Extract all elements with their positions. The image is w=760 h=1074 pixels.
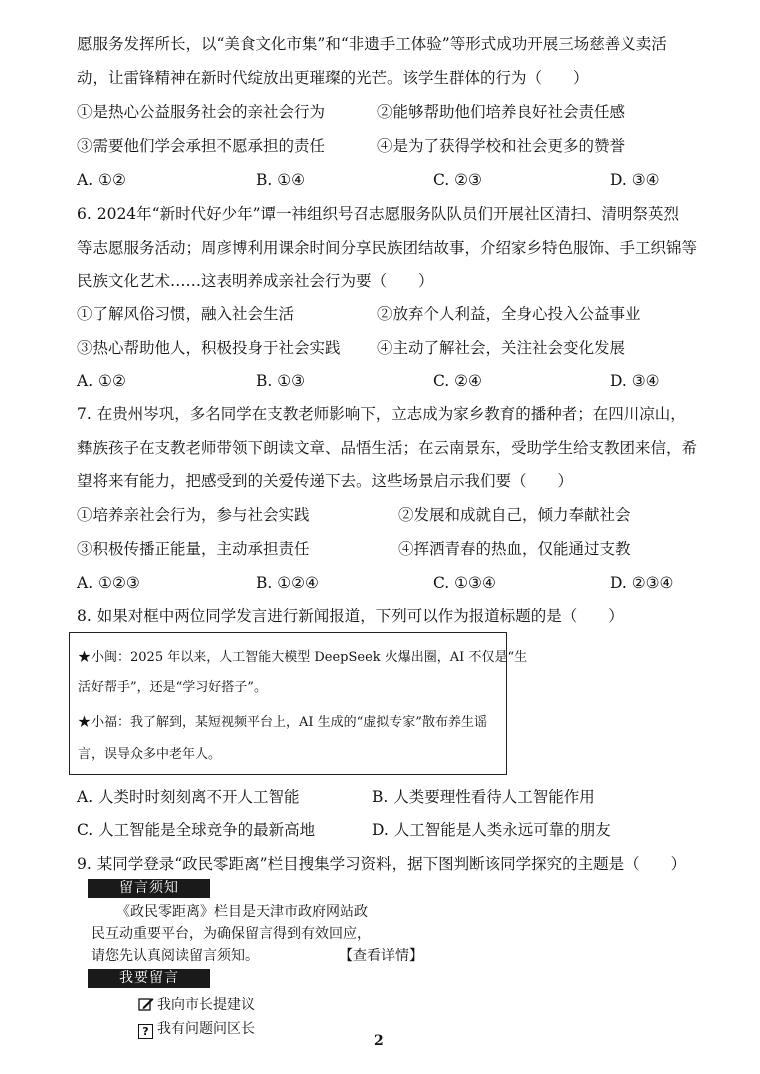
q5-statement-4: ④是为了获得学校和社会更多的赞誉	[377, 137, 626, 155]
q6-option-c: C. ②④	[433, 372, 482, 390]
notice-line1: 《政民零距离》栏目是天津市政府网站政	[116, 904, 368, 920]
notice-line2: 民互动重要平台，为确保留言得到有效回应，	[91, 926, 371, 942]
q8-stem: 8. 如果对框中两位同学发言进行新闻报道，下列可以作为报道标题的是（ ）	[77, 607, 624, 625]
ask-district-chief-label: 我有问题问区长	[157, 1021, 255, 1037]
page-number: 2	[374, 1033, 384, 1049]
q6-statement-3: ③热心帮助他人，积极投身于社会实践	[77, 339, 341, 357]
q6-statement-1: ①了解风俗习惯，融入社会生活	[77, 305, 295, 323]
q5-stem-line1: 愿服务发挥所长，以“美食文化市集”和“非遗手工体验”等形式成功开展三场慈善义卖活	[77, 35, 667, 53]
q7-option-d: D. ②③④	[610, 574, 674, 592]
q6-stem-line2: 等志愿服务活动；周彦博利用课余时间分享民族团结故事，介绍家乡特色服饰、手工织锦等	[77, 239, 698, 257]
q8-option-d: D. 人工智能是人类永远可靠的朋友	[372, 821, 611, 839]
q7-statement-4: ④挥洒青春的热血，仅能通过支教	[398, 540, 631, 558]
q6-option-a: A. ①②	[77, 372, 126, 390]
q5-option-d: D. ③④	[610, 171, 660, 189]
q7-option-c: C. ①③④	[433, 574, 496, 592]
pencil-icon	[138, 996, 154, 1012]
q7-option-b: B. ①②④	[256, 574, 319, 592]
suggest-to-mayor-item[interactable]	[138, 995, 255, 1015]
q8-box-line4: 言，误导众多中老年人。	[78, 747, 222, 762]
q7-stem-line3: 望将来有能力，把感受到的关爱传递下去。这些场景启示我们要（ ）	[77, 472, 574, 490]
q7-option-a: A. ①②③	[77, 574, 140, 592]
view-details-link[interactable]: 【查看详情】	[339, 948, 423, 964]
q5-option-c: C. ②③	[433, 171, 482, 189]
q8-box-line2: 活好帮手”，还是“学习好搭子”。	[78, 680, 267, 695]
q6-stem-line3: 民族文化艺术……这表明养成亲社会行为要（ ）	[77, 272, 434, 290]
question-mark-icon: ?	[138, 1024, 153, 1039]
q5-statement-2: ②能够帮助他们培养良好社会责任感	[377, 103, 626, 121]
q6-stem-line1: 6. 2024年“新时代好少年”谭一祎组织号召志愿服务队队员们开展社区清扫、清明祭英烈	[77, 205, 680, 223]
q6-statement-2: ②放弃个人利益，全身心投入公益事业	[377, 305, 641, 323]
q5-statement-3: ③需要他们学会承担不愿承担的责任	[77, 137, 326, 155]
q7-statement-1: ①培养亲社会行为，参与社会实践	[77, 506, 310, 524]
notice-line3: 请您先认真阅读留言须知。	[91, 948, 259, 964]
q5-stem-line2: 动，让雷锋精神在新时代绽放出更璀璨的光芒。该学生群体的行为（ ）	[77, 69, 589, 87]
q7-statement-2: ②发展和成就自己，倾力奉献社会	[398, 506, 631, 524]
q7-stem-line1: 7. 在贵州岑巩，多名同学在支教老师影响下，立志成为家乡教育的播种者；在四川凉山，	[77, 405, 686, 423]
q5-statement-1: ①是热心公益服务社会的亲社会行为	[77, 103, 326, 121]
q5-option-b: B. ①④	[256, 171, 306, 189]
q6-option-d: D. ③④	[610, 372, 660, 390]
q5-option-a: A. ①②	[77, 171, 126, 189]
notice-header: 留言须知	[88, 879, 210, 898]
ask-district-chief-item[interactable]	[138, 1019, 255, 1039]
q8-option-b: B. 人类要理性看待人工智能作用	[372, 788, 595, 806]
suggest-to-mayor-label: 我向市长提建议	[157, 997, 255, 1013]
q8-option-a: A. 人类时时刻刻离不开人工智能	[77, 788, 300, 806]
q7-stem-line2: 彝族孩子在支教老师带领下朗读文章、品悟生活；在云南景东，受助学生给支教团来信，希	[77, 439, 698, 457]
q9-stem: 9. 某同学登录“政民零距离”栏目搜集学习资料，据下图判断该同学探究的主题是（ ）	[77, 855, 687, 873]
q8-quote-box	[69, 632, 528, 775]
q7-statement-3: ③积极传播正能量，主动承担责任	[77, 540, 310, 558]
q8-option-c: C. 人工智能是全球竞争的最新高地	[77, 821, 316, 839]
q6-option-b: B. ①③	[256, 372, 306, 390]
q8-box-line3: ★小福：我了解到，某短视频平台上，AI 生成的“虚拟专家”散布养生谣	[78, 715, 487, 730]
q8-box-line1: ★小闽：2025 年以来，人工智能大模型 DeepSeek 火爆出圈，AI 不仅是“生	[78, 650, 528, 665]
leave-message-header: 我要留言	[88, 969, 210, 988]
q6-statement-4: ④主动了解社会，关注社会变化发展	[377, 339, 626, 357]
